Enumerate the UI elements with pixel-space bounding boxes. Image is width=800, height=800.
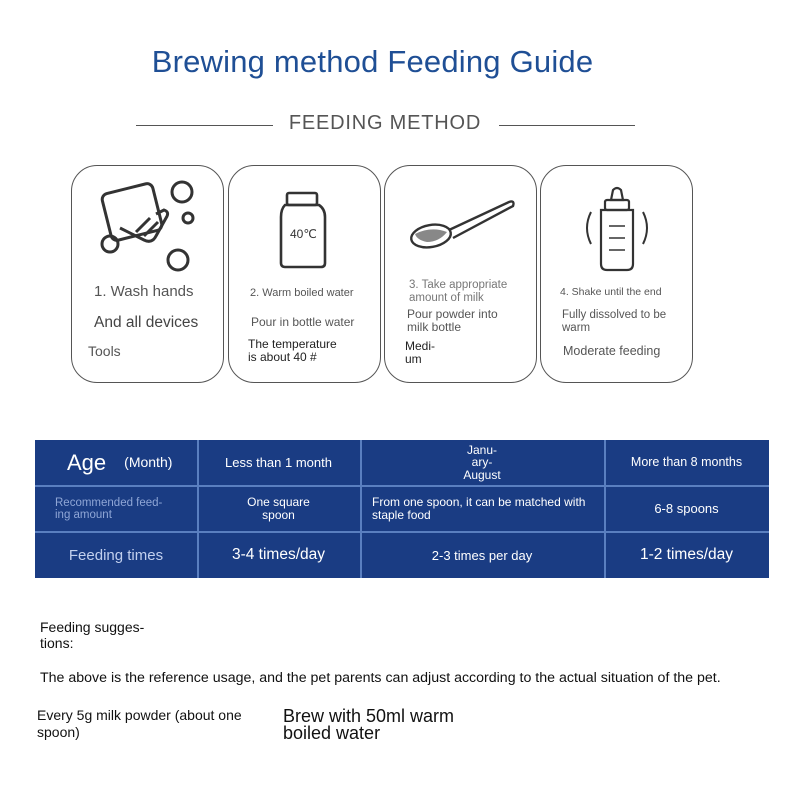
wash-hands-icon — [92, 178, 202, 273]
step3-line3: Medi- um — [405, 339, 436, 367]
step3-line2: Pour powder into milk bottle — [407, 307, 498, 335]
step-card-wash-hands — [71, 165, 224, 383]
step2-line3: The temperature is about 40 # — [248, 337, 337, 365]
step4-title: 4. Shake until the end — [560, 286, 662, 298]
spoon-icon — [409, 196, 517, 254]
section-header: FEEDING METHOD — [288, 112, 482, 134]
thermo-label: 40℃ — [290, 227, 317, 241]
column-header: Janu- ary-August — [463, 442, 501, 482]
suggestions-heading: Feeding sugges- tions: — [40, 619, 145, 652]
row-label: Feeding times — [68, 546, 164, 564]
step4-line2: Fully dissolved to be warm — [562, 309, 667, 334]
step1-line2: And all devices — [94, 314, 199, 331]
table-cell: One square spoon — [247, 495, 310, 522]
table-cell: 2-3 times per day — [431, 547, 533, 563]
table-cell: From one spoon, it can be matched with staple food — [372, 495, 586, 522]
table-cell: 3-4 times/day — [231, 546, 326, 564]
header-divider-right — [499, 125, 635, 126]
step-card-milk-powder — [384, 165, 537, 383]
suggestions-note: The above is the reference usage, and the pet parents can adjust according to the actual situation of the pet. — [40, 670, 721, 686]
page-title: Brewing method Feeding Guide — [151, 44, 594, 79]
age-header — [35, 440, 197, 485]
row-label: Recommended feed- ing amount — [55, 496, 163, 521]
column-header: Less than 1 month — [225, 454, 332, 470]
step2-title: 2. Warm boiled water — [250, 287, 354, 299]
step2-line2: Pour in bottle water — [251, 315, 355, 329]
table-cell: 1-2 times/day — [639, 546, 734, 564]
header-divider-left — [136, 125, 273, 126]
step4-line3: Moderate feeding — [563, 344, 661, 358]
column-header: More than 8 months — [630, 454, 743, 469]
step-card-shake — [540, 165, 693, 383]
age-label: Age — [67, 449, 107, 475]
step-card-warm-water — [228, 165, 381, 383]
ratio-water: Brew with 50ml warm boiled water — [283, 706, 455, 744]
step3-title: 3. Take appropriate amount of milk — [409, 279, 508, 304]
age-unit: (Month) — [124, 454, 173, 471]
step1-line3: Tools — [88, 343, 121, 359]
step1-title: 1. Wash hands — [94, 283, 194, 300]
feeding-table — [35, 440, 769, 578]
ratio-powder: Every 5g milk powder (about one spoon) — [37, 707, 242, 740]
table-cell: 6-8 spoons — [654, 501, 719, 517]
baby-bottle-icon — [581, 186, 653, 272]
